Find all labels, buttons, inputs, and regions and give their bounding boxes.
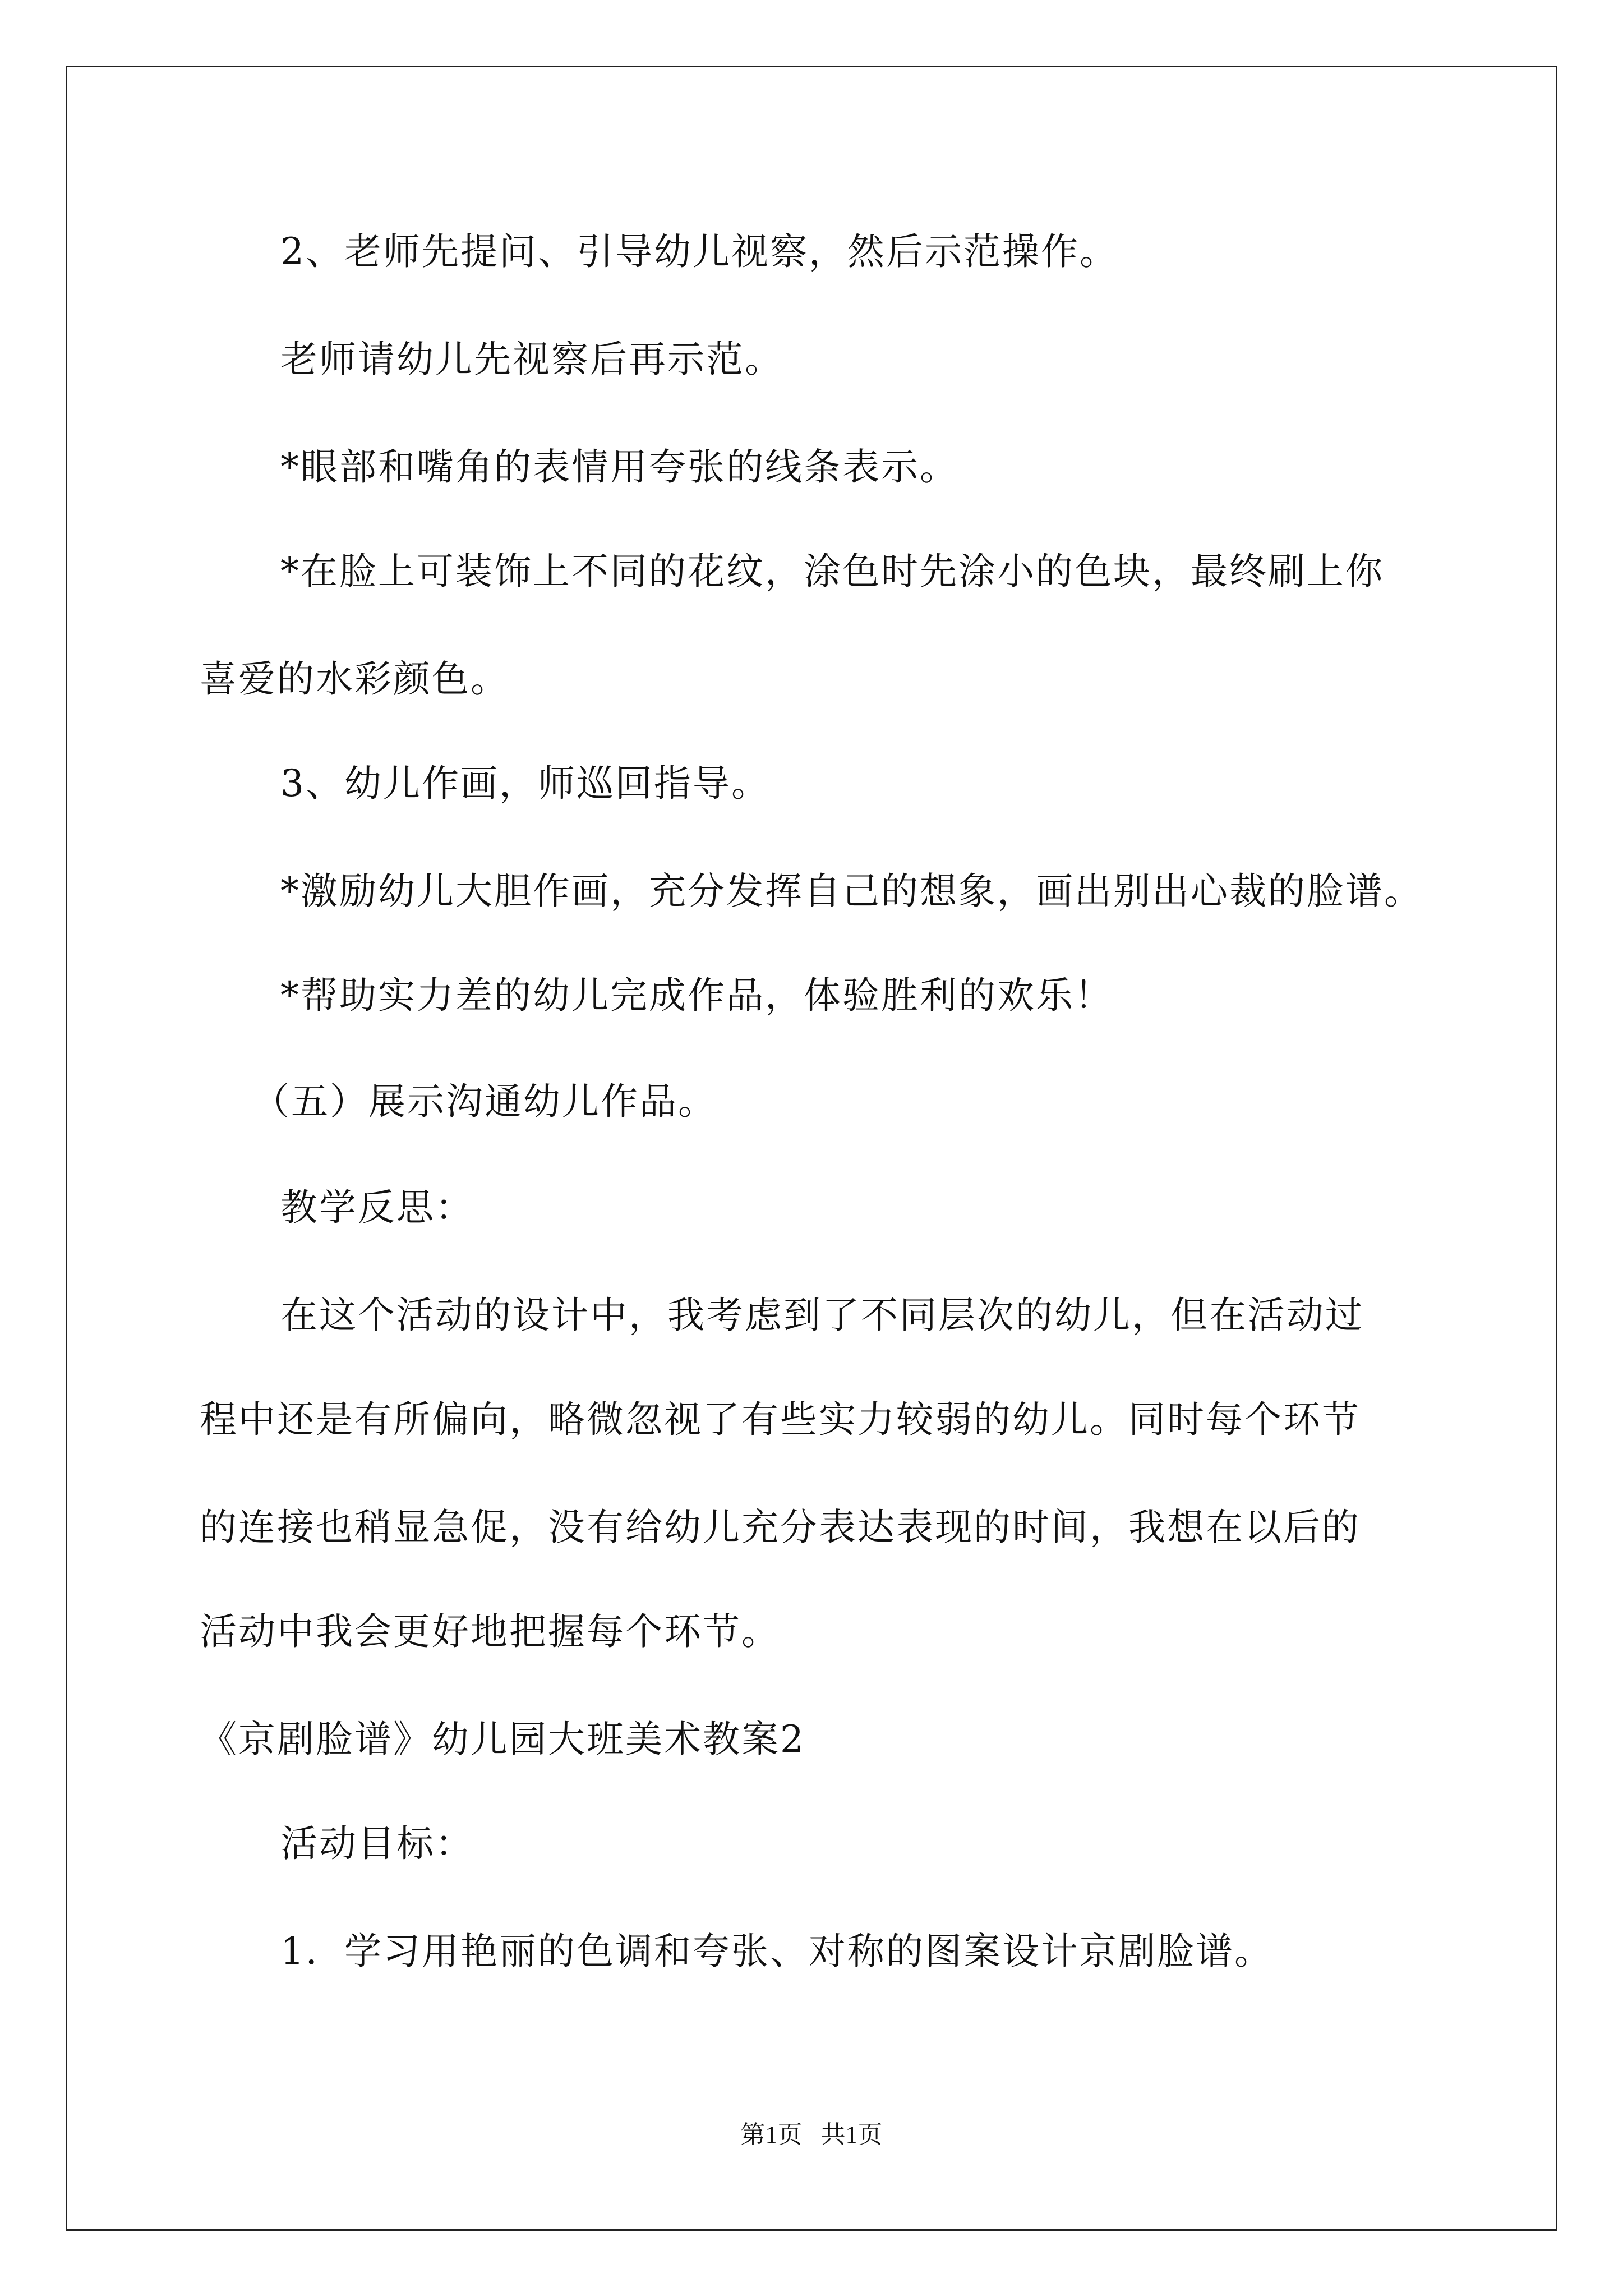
- paragraph-line: 2、老师先提问、引导幼儿视察，然后示范操作。: [280, 230, 1118, 273]
- paragraph-line: 活动目标：: [280, 1822, 474, 1865]
- page-border: [66, 66, 1557, 2231]
- paragraph-line: 活动中我会更好地把握每个环节。: [200, 1610, 780, 1653]
- paragraph-line: 在这个活动的设计中，我考虑到了不同层次的幼儿，但在活动过: [280, 1294, 1364, 1337]
- paragraph-line: *激励幼儿大胆作画，充分发挥自己的想象，画出别出心裁的脸谱。: [280, 869, 1423, 913]
- paragraph-line: *眼部和嘴角的表情用夸张的线条表示。: [280, 445, 958, 489]
- paragraph-line: 教学反思：: [280, 1186, 474, 1229]
- lesson-title: 《京剧脸谱》幼儿园大班美术教案2: [200, 1718, 805, 1761]
- paragraph-line: *在脸上可装饰上不同的花纹，涂色时先涂小的色块，最终刷上你: [280, 550, 1384, 593]
- paragraph-line: 的连接也稍显急促，没有给幼儿充分表达表现的时间，我想在以后的: [200, 1506, 1361, 1549]
- paragraph-line: 1．学习用艳丽的色调和夸张、对称的图案设计京剧脸谱。: [280, 1930, 1273, 1973]
- paragraph-line: 喜爱的水彩颜色。: [200, 657, 509, 701]
- paragraph-line: 3、幼儿作画，师巡回指导。: [280, 762, 770, 805]
- section-heading: （五）展示沟通幼儿作品。: [252, 1080, 717, 1123]
- paragraph-line: 老师请幼儿先视察后再示范。: [280, 338, 783, 381]
- page-footer: 第1页 共1页: [740, 2121, 883, 2148]
- paragraph-line: *帮助实力差的幼儿完成作品，体验胜利的欢乐！: [280, 974, 1113, 1017]
- paragraph-line: 程中还是有所偏向，略微忽视了有些实力较弱的幼儿。同时每个环节: [200, 1398, 1361, 1441]
